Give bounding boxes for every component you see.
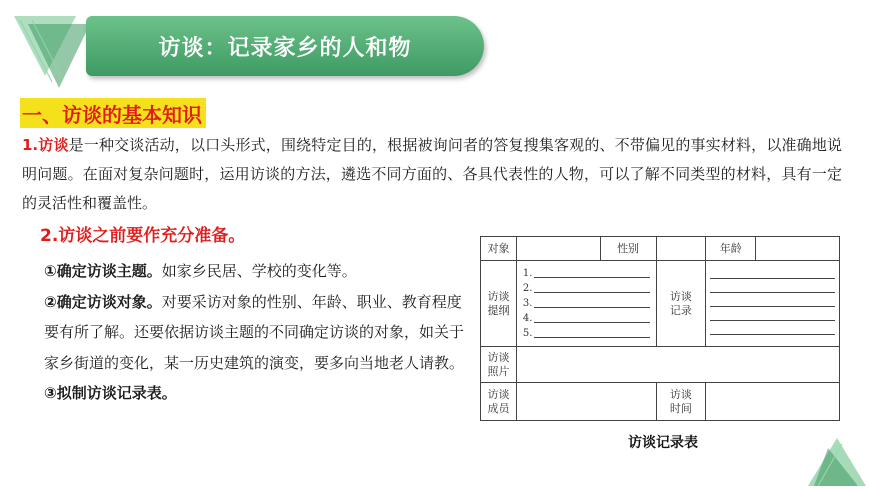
intro-paragraph bbox=[22, 131, 842, 218]
cell-outline-lines[interactable] bbox=[516, 261, 656, 347]
prep-heading: 2.访谈之前要作充分准备。 bbox=[40, 226, 246, 246]
cell-photo-label: 访谈 照片 bbox=[481, 347, 517, 383]
cell-age-value[interactable] bbox=[756, 237, 840, 261]
outline-line: 3. bbox=[523, 296, 650, 311]
section-heading-text: 一、访谈的基本知识 bbox=[22, 102, 202, 127]
cell-age-label: 年龄 bbox=[706, 237, 756, 261]
cell-record-label: 访谈 记录 bbox=[656, 261, 706, 347]
outline-line: 2. bbox=[523, 281, 650, 296]
intro-body: 是一种交谈活动，以口头形式，围绕特定目的，根据被询问者的答复搜集客观的、不带偏见的事实材料，以准确地说明问题。在面对复杂问题时，运用访谈的方法，遴选不同方面的、各具代表性的人物，可以了解不同类型的材料，具有一定的灵活性和覆盖性。 bbox=[22, 136, 842, 212]
page-title: 访谈：记录家乡的人和物 bbox=[158, 35, 412, 61]
cell-record-lines[interactable] bbox=[706, 261, 840, 347]
cell-member-value[interactable] bbox=[516, 383, 656, 421]
step-3: ③拟制访谈记录表。 bbox=[44, 384, 177, 402]
cell-outline-label: 访谈 提纲 bbox=[481, 261, 517, 347]
step-2: ②确定访谈对象。对要采访对象的性别、年龄、职业、教育程度要有所了解。还要依据访谈主题的不同确定访谈的对象，如关于家乡街道的变化，某一历史建筑的演变，要多向当地老人请教。 bbox=[44, 292, 465, 372]
cell-gender-label: 性别 bbox=[600, 237, 656, 261]
cell-object-value[interactable] bbox=[516, 237, 600, 261]
cell-member-label: 访谈 成员 bbox=[481, 383, 517, 421]
outline-line: 5. bbox=[523, 326, 650, 341]
intro-lead: 1.访谈 bbox=[22, 136, 69, 154]
cell-gender-value[interactable] bbox=[656, 237, 706, 261]
cell-time-label: 访谈 时间 bbox=[656, 383, 706, 421]
title-banner bbox=[86, 16, 484, 76]
interview-record-table bbox=[480, 236, 840, 421]
cell-photo-value[interactable] bbox=[516, 347, 839, 383]
table-caption: 访谈记录表 bbox=[628, 435, 698, 451]
outline-line: 4. bbox=[523, 311, 650, 326]
cell-object-label: 对象 bbox=[481, 237, 517, 261]
green-triangle-logo-icon bbox=[14, 16, 94, 92]
section-heading bbox=[20, 98, 206, 128]
outline-line: 1. bbox=[523, 266, 650, 281]
cell-time-value[interactable] bbox=[706, 383, 840, 421]
step-1: ①确定访谈主题。如家乡民居、学校的变化等。 bbox=[44, 262, 357, 280]
green-triangle-logo-icon bbox=[808, 438, 866, 486]
prep-steps bbox=[44, 256, 468, 409]
